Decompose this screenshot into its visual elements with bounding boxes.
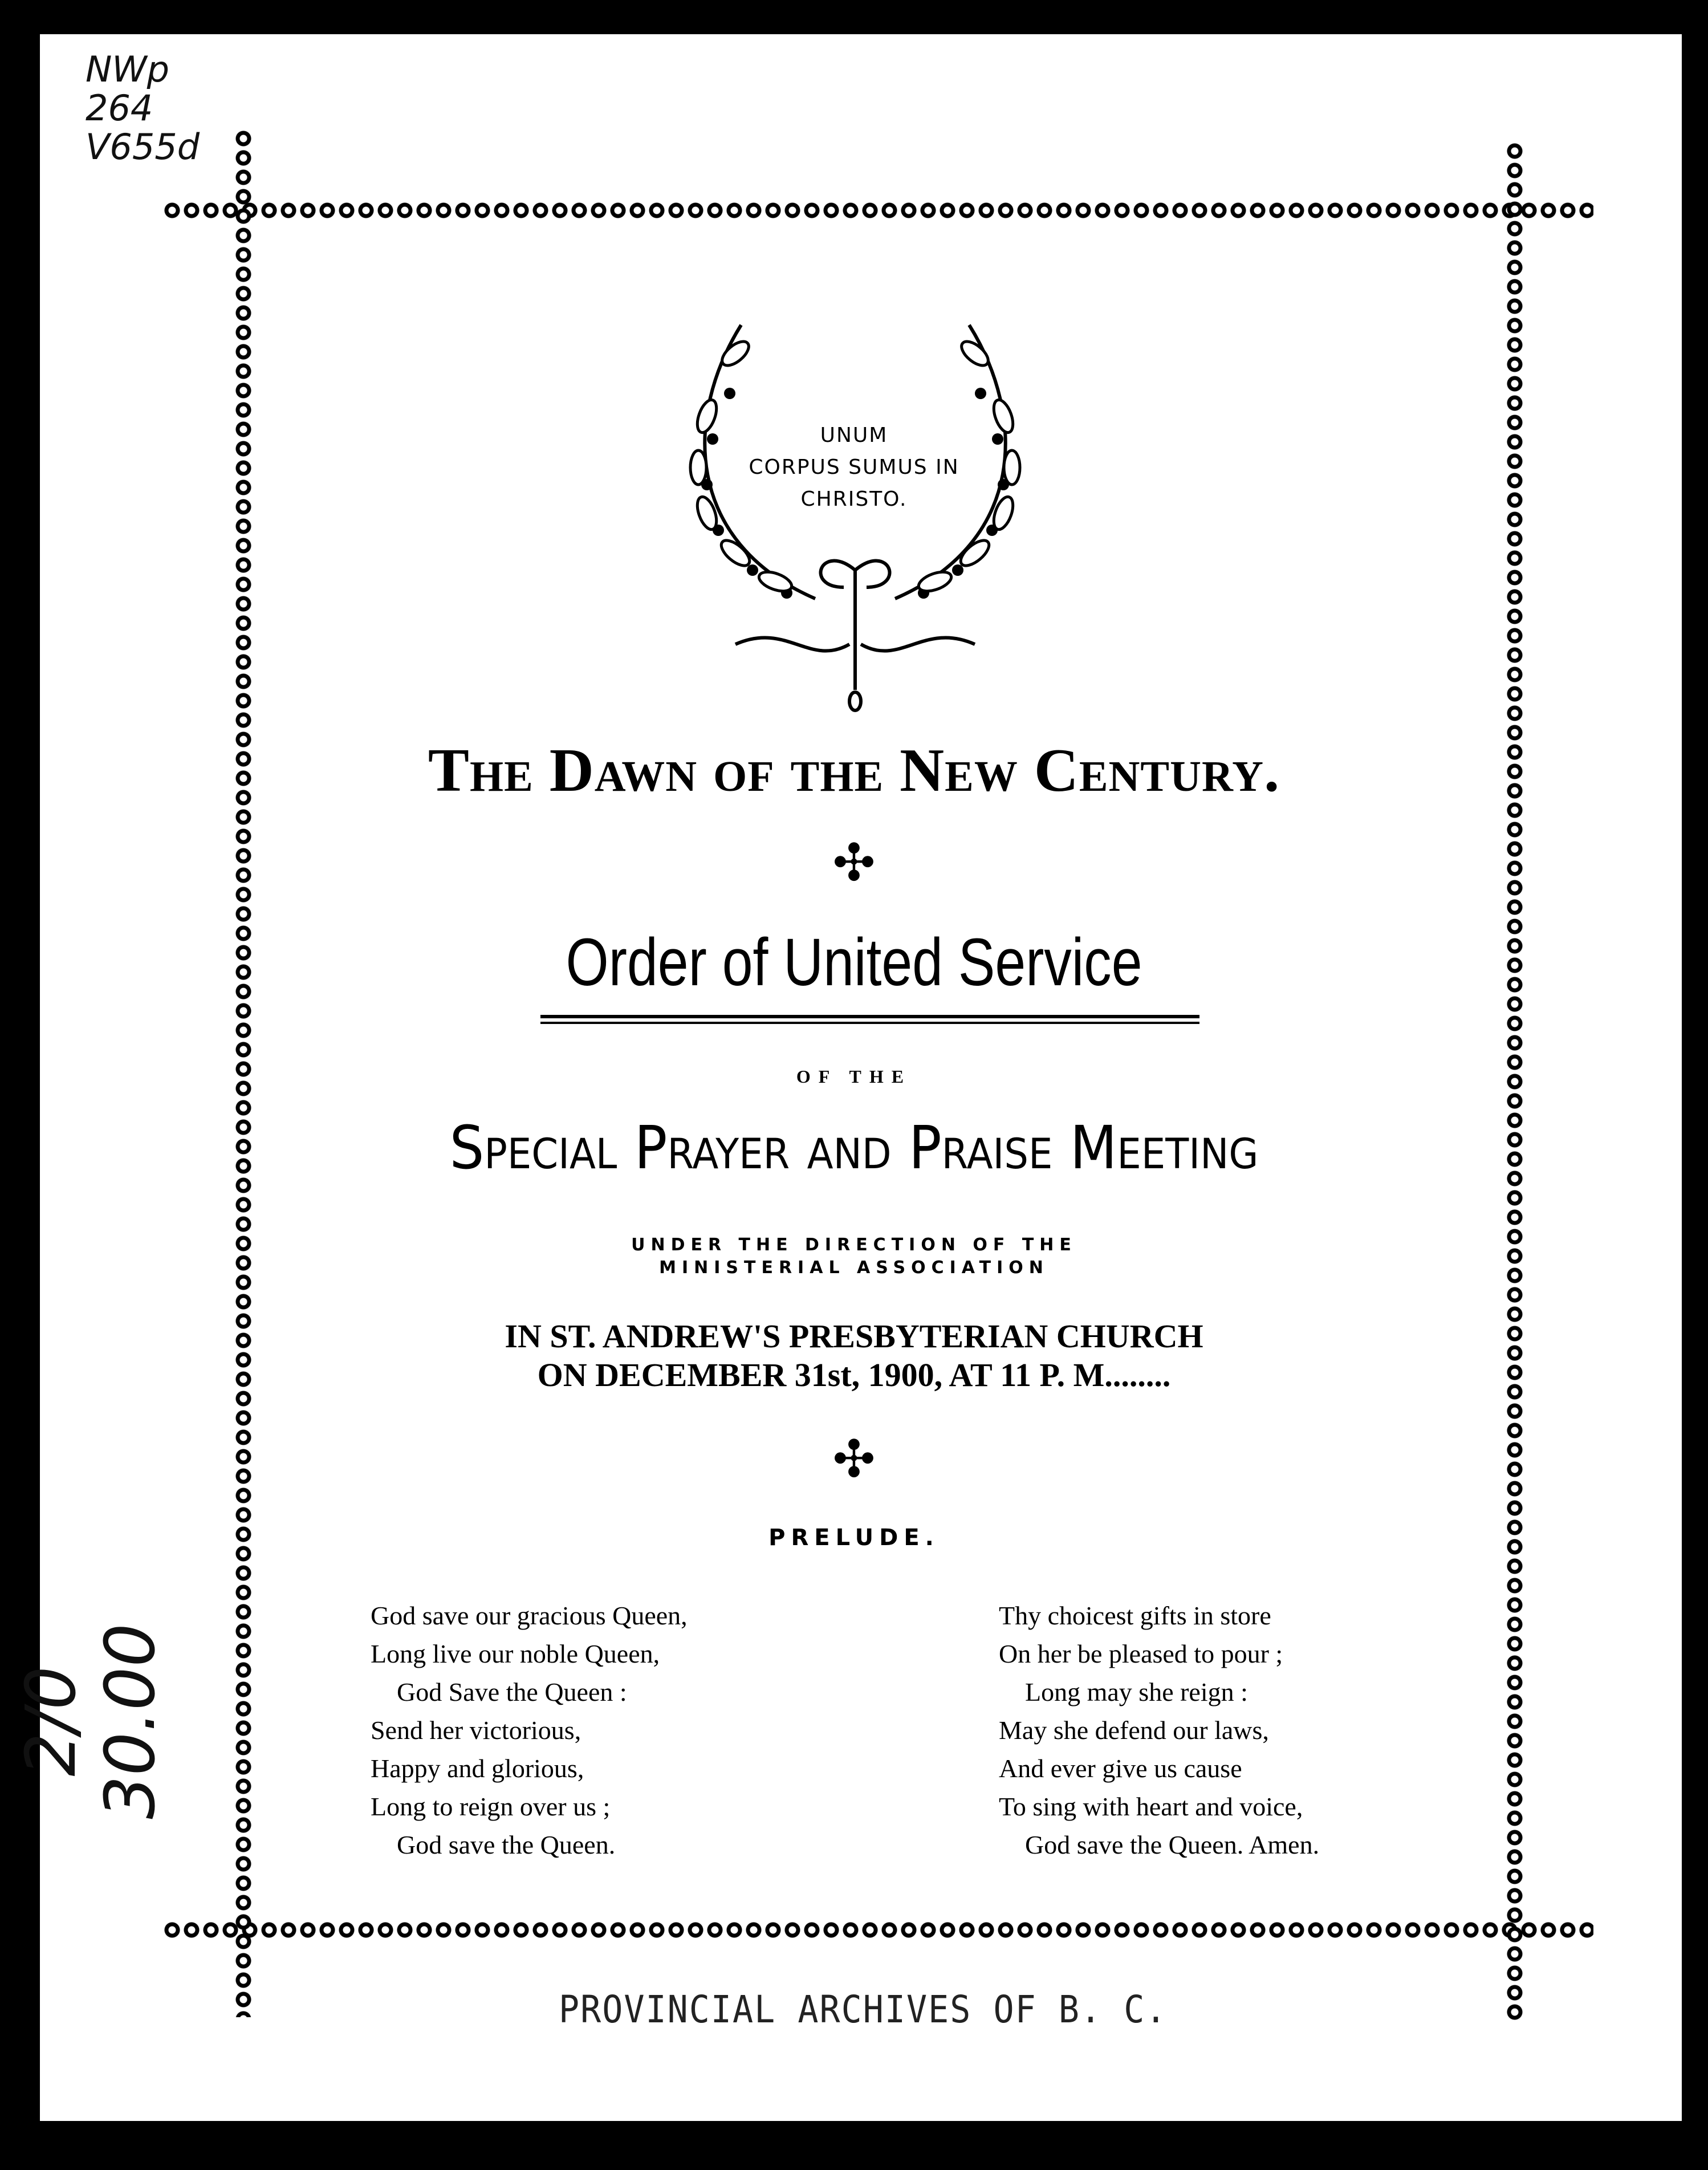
prelude-verse-left	[371, 1596, 688, 1864]
verse-line: God save the Queen.	[397, 1830, 616, 1859]
verse-line: God save our gracious Queen,	[371, 1601, 688, 1630]
subtitle: Order of United Service	[566, 925, 1142, 1000]
fleuron-ornament: ✣	[832, 835, 876, 892]
catalog-line: 264	[86, 87, 153, 129]
prelude-label: PRELUDE.	[768, 1525, 940, 1551]
verse-line: Send her victorious,	[371, 1716, 581, 1745]
verse-line: God save the Queen. Amen.	[1025, 1830, 1320, 1859]
verse-line: Happy and glorious,	[371, 1754, 584, 1783]
border-bottom	[162, 1920, 1593, 1940]
page-title: The Dawn of the New Century.	[428, 737, 1280, 804]
prelude-verse-right	[999, 1596, 1319, 1864]
verse-line: On her be pleased to pour ;	[999, 1639, 1283, 1668]
catalog-line: NWp	[86, 48, 170, 90]
verse-line: Long may she reign :	[1025, 1677, 1248, 1706]
fleuron-ornament-2: ✣	[832, 1432, 876, 1488]
emblem-motto	[0, 420, 1708, 515]
direction-line: UNDER THE DIRECTION OF THE	[631, 1235, 1077, 1255]
verse-line: Long to reign over us ;	[371, 1792, 611, 1821]
verse-line: Long live our noble Queen,	[371, 1639, 660, 1668]
meeting-title: Special Prayer and Praise Meeting	[449, 1113, 1259, 1182]
catalog-line: V655d	[86, 126, 200, 168]
handwritten-price-note: 2/0 30.00	[12, 1623, 170, 1819]
verse-line: And ever give us cause	[999, 1754, 1242, 1783]
archive-stamp-text: PROVINCIAL ARCHIVES OF B. C.	[559, 1988, 1168, 2032]
verse-line: May she defend our laws,	[999, 1716, 1269, 1745]
motto-line: CHRISTO.	[800, 487, 908, 511]
of-the-label: OF THE	[796, 1066, 912, 1087]
direction-line: MINISTERIAL ASSOCIATION	[659, 1258, 1049, 1278]
verse-line: God Save the Queen :	[397, 1677, 627, 1706]
date-line: ON DECEMBER 31st, 1900, AT 11 P. M........	[537, 1356, 1171, 1393]
verse-line: To sing with heart and voice,	[999, 1792, 1303, 1821]
place-line: IN ST. ANDREW'S PRESBYTERIAN CHURCH	[505, 1318, 1203, 1355]
handwritten-catalog-note	[86, 50, 200, 166]
motto-line: CORPUS SUMUS IN	[749, 456, 959, 479]
direction-text	[0, 1234, 1708, 1279]
motto-line: UNUM	[820, 424, 888, 447]
subtitle-double-rule	[540, 1015, 1199, 1024]
border-top	[162, 201, 1593, 220]
verse-line: Thy choicest gifts in store	[999, 1601, 1271, 1630]
